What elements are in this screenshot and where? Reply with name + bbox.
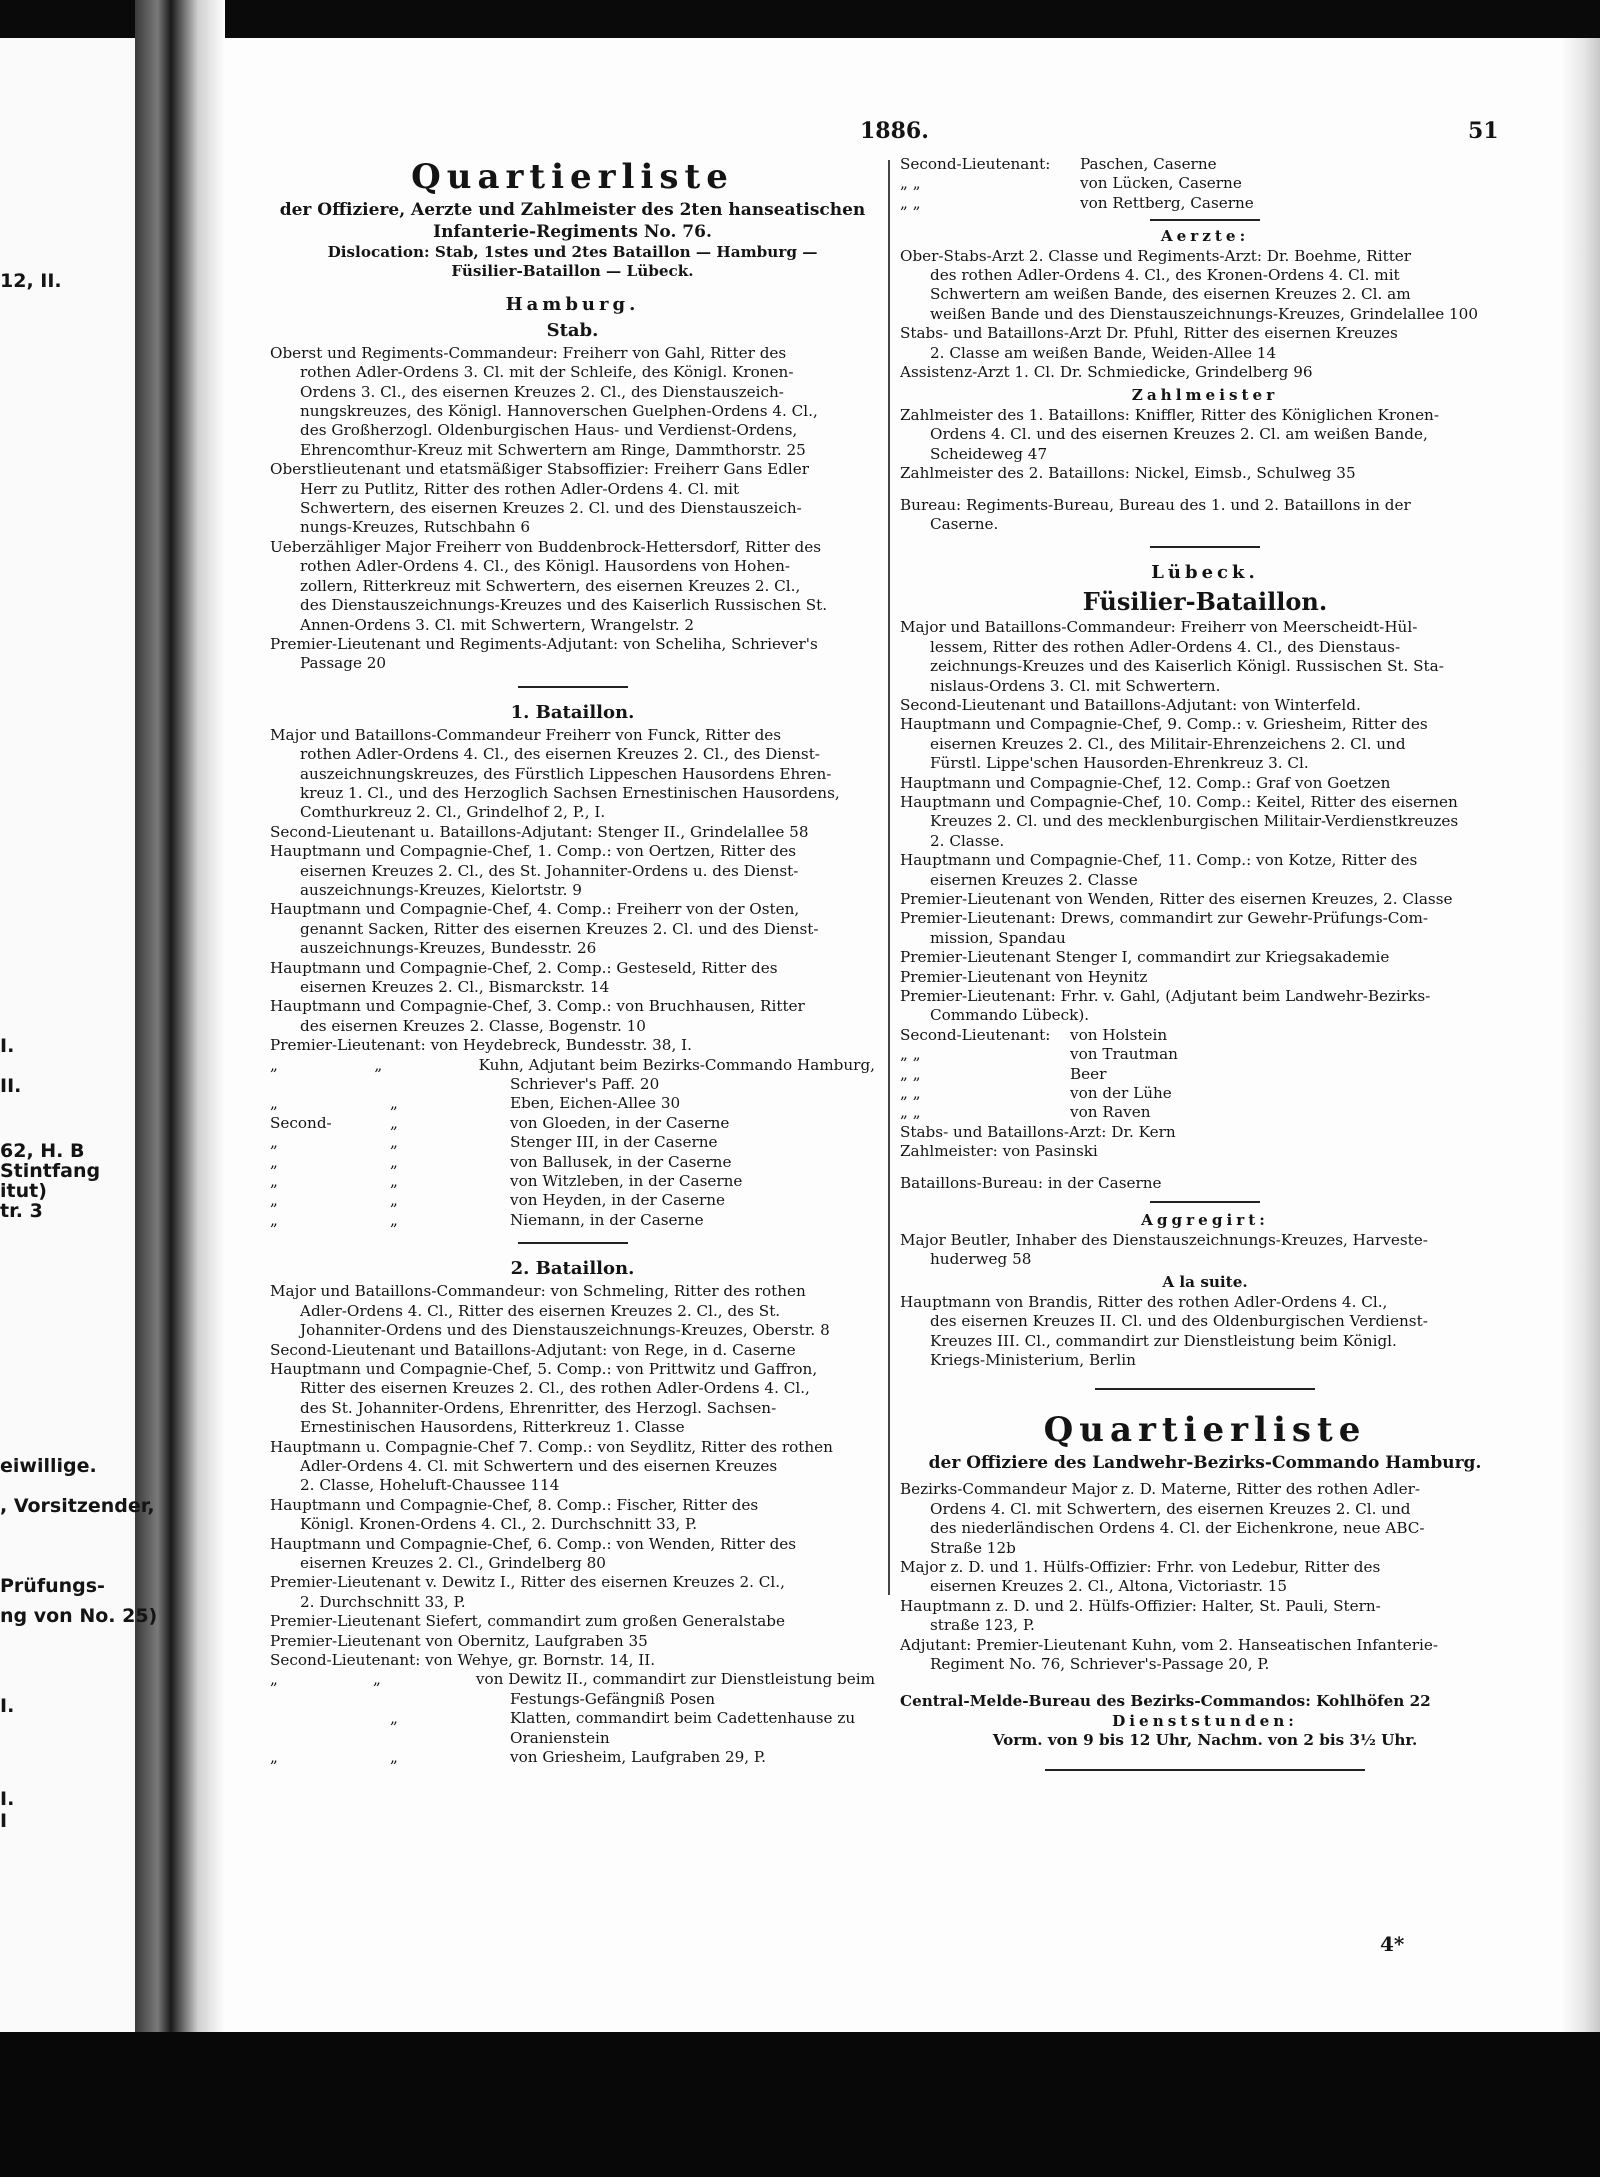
left-page-fragment: itut) (0, 1180, 47, 1202)
text-line: Comthurkreuz 2. Cl., Grindelhof 2, P., I. (300, 803, 606, 822)
text-line: Kriegs-Ministerium, Berlin (930, 1350, 1136, 1369)
officer-name: Niemann, in der Caserne (510, 1210, 704, 1229)
ditto-mark (390, 1729, 510, 1748)
text-line: Bezirks-Commandeur Major z. D. Materne, Ritter des rothen Adler- (900, 1480, 1420, 1499)
text-line: Caserne. (930, 514, 999, 533)
text-line: Adler-Ordens 4. Cl. mit Schwertern und des eisernen Kreuzes (300, 1456, 778, 1475)
ditto-mark: „ (372, 1670, 381, 1689)
year-header: 1886. (860, 118, 929, 144)
text-line: eisernen Kreuzes 2. Cl., Bismarckstr. 14 (300, 978, 610, 996)
ditto-mark: „ (390, 1210, 398, 1229)
text-line: Premier-Lieutenant: Drews, commandirt zur Gewehr-Prüfungs-Com- (900, 909, 1429, 928)
text-line: Premier-Lieutenant v. Dewitz I., Ritter des eisernen Kreuzes 2. Cl., (270, 1573, 785, 1592)
officer-name: Klatten, commandirt beim Cadettenhause zu (510, 1709, 856, 1728)
text-line: straße 123, P. (930, 1616, 1035, 1635)
list-row (900, 174, 1510, 193)
list-row (900, 1045, 1510, 1064)
page-number: 51 (1468, 118, 1499, 144)
bataillon-1-lieutenants (270, 1056, 875, 1231)
rank-label: Second- (270, 1113, 332, 1132)
column-divider (888, 160, 890, 1595)
separator-rule (1150, 546, 1260, 548)
rank-label: „ „ (900, 1045, 921, 1064)
section-heading-1-bataillon: 1. Bataillon. (510, 701, 635, 723)
text-line: Ernestinischen Hausordens, Ritterkreuz 1. Classe (300, 1418, 685, 1437)
rank-label: Second-Lieutenant: (900, 155, 1051, 173)
officer-name: Festungs-Gefängniß Posen (510, 1689, 716, 1708)
text-line: rothen Adler-Ordens 4. Cl., des eisernen Kreuzes 2. Cl., des Dienst- (300, 745, 820, 764)
city-heading: Hamburg. (505, 293, 640, 315)
rank-label: „ (270, 1172, 278, 1191)
subtitle-landwehr: der Offiziere des Landwehr-Bezirks-Commando Hamburg. (928, 1453, 1482, 1474)
text-line: Stabs- und Bataillons-Arzt: Dr. Kern (900, 1122, 1176, 1141)
text-line: Premier-Lieutenant von Obernitz, Laufgraben 35 (270, 1631, 648, 1650)
dislocation-line: Dislocation: Stab, 1stes und 2tes Bataillon — Hamburg — (327, 243, 818, 261)
text-line: zeichnungs-Kreuzes und des Kaiserlich Königl. Russischen St. Sta- (930, 657, 1444, 676)
list-row (900, 1103, 1510, 1122)
text-line: 2. Classe, Hoheluft-Chaussee 114 (300, 1476, 560, 1495)
text-line: 2. Classe am weißen Bande, Weiden-Allee 14 (930, 343, 1277, 362)
rank-label (270, 1690, 390, 1709)
list-row (270, 1094, 875, 1113)
section-heading-dienststunden: Dienststunden: (1112, 1711, 1298, 1730)
list-row (270, 1191, 875, 1210)
text-line: weißen Bande und des Dienstauszeichnungs-Kreuzes, Grindelallee 100 (930, 304, 1478, 323)
text-line: auszeichnungs-Kreuzes, Kielortstr. 9 (300, 880, 582, 899)
officer-name: von Witzleben, in der Caserne (510, 1172, 743, 1191)
officer-name: von Trautman (1070, 1045, 1178, 1064)
text-line: Adjutant: Premier-Lieutenant Kuhn, vom 2. Hanseatischen Infanterie- (900, 1635, 1439, 1654)
bataillons-bureau: Bataillons-Bureau: in der Caserne (900, 1173, 1162, 1192)
separator-rule (518, 686, 628, 688)
ditto-mark: „ (390, 1172, 398, 1191)
text-line: Königl. Kronen-Ordens 4. Cl., 2. Durchschnitt 33, P. (300, 1515, 698, 1534)
text-line: Schwertern, des eisernen Kreuzes 2. Cl. und des Dienstauszeich- (300, 499, 802, 518)
rank-label: „ „ (900, 193, 921, 212)
text-line: lessem, Ritter des rothen Adler-Ordens 4. Cl., des Dienstaus- (930, 637, 1401, 656)
text-line: Ritter des eisernen Kreuzes 2. Cl., des rothen Adler-Ordens 4. Cl., (300, 1379, 810, 1398)
text-line: Second-Lieutenant u. Bataillons-Adjutant: Stenger II., Grindelallee 58 (270, 822, 809, 841)
text-line: Assistenz-Arzt 1. Cl. Dr. Schmiedicke, Grindelberg 96 (900, 363, 1313, 382)
text-line: Johanniter-Ordens und des Dienstauszeichnungs-Kreuzes, Oberstr. 8 (300, 1321, 830, 1340)
second-lieutenant-list (900, 155, 1510, 213)
scan-border-bottom (0, 2032, 1600, 2177)
separator-rule (1150, 219, 1260, 221)
text-line: Stabs- und Bataillons-Arzt Dr. Pfuhl, Ritter des eisernen Kreuzes (900, 324, 1398, 343)
subtitle-line: Infanterie-Regiments No. 76. (433, 222, 712, 242)
officer-name: von Gloeden, in der Caserne (510, 1113, 730, 1132)
officer-name: Schriever's Paff. 20 (510, 1075, 660, 1094)
rank-label: „ (270, 1748, 278, 1767)
officer-name: Oranienstein (510, 1728, 610, 1747)
text-line: des rothen Adler-Ordens 4. Cl., des Kronen-Ordens 4. Cl. mit (930, 266, 1400, 285)
left-page-fragment: II. (0, 1075, 22, 1097)
text-line: Scheideweg 47 (930, 444, 1048, 463)
text-line: Ehrencomthur-Kreuz mit Schwertern am Ringe, Dammthorstr. 25 (300, 440, 806, 459)
text-line: nislaus-Ordens 3. Cl. mit Schwertern. (930, 676, 1221, 695)
aggregirt-entries (900, 1231, 1510, 1270)
zahlmeister-entries (900, 406, 1510, 484)
text-line: des niederländischen Ordens 4. Cl. der Eichenkrone, neue ABC- (930, 1519, 1425, 1538)
ditto-mark: „ (374, 1055, 383, 1074)
ditto-mark: „ (390, 1113, 398, 1132)
text-line: Hauptmann und Compagnie-Chef, 1. Comp.: von Oertzen, Ritter des (270, 842, 797, 861)
list-row (270, 1211, 875, 1230)
ditto-mark (390, 1075, 510, 1094)
separator-rule (518, 1242, 628, 1244)
list-row (270, 1670, 875, 1689)
left-page-fragment: I. (0, 1035, 15, 1057)
bataillon-1-entries (270, 726, 875, 1056)
officer-name: Eben, Eichen-Allee 30 (510, 1094, 681, 1113)
text-line: Adler-Ordens 4. Cl., Ritter des eisernen Kreuzes 2. Cl., des St. (300, 1301, 781, 1320)
text-line: Hauptmann und Compagnie-Chef, 10. Comp.: Keitel, Ritter des eisernen (900, 792, 1458, 811)
officer-name: Paschen, Caserne (1080, 155, 1217, 173)
officer-name: von Lücken, Caserne (1080, 174, 1242, 193)
title: Quartierliste (411, 157, 734, 197)
text-line: des eisernen Kreuzes 2. Classe, Bogenstr. 10 (300, 1016, 646, 1035)
list-row (270, 1729, 875, 1748)
text-line: Major z. D. und 1. Hülfs-Offizier: Frhr. von Ledebur, Ritter des (900, 1557, 1381, 1576)
left-page-fragment: ng von No. 25) (0, 1605, 158, 1627)
ditto-mark: „ (390, 1709, 398, 1728)
text-line: nungs-Kreuzes, Rutschbahn 6 (300, 518, 531, 537)
officer-name: von Heyden, in der Caserne (510, 1191, 726, 1210)
rank-label (270, 1729, 390, 1748)
text-line: Zahlmeister des 2. Bataillons: Nickel, Eimsb., Schulweg 35 (900, 464, 1356, 483)
text-line: Straße 12b (930, 1538, 1016, 1557)
text-line: Hauptmann und Compagnie-Chef, 4. Comp.: Freiherr von der Osten, (270, 900, 800, 919)
text-line: Hauptmann und Compagnie-Chef, 11. Comp.: von Kotze, Ritter des (900, 851, 1418, 870)
text-line: Hauptmann z. D. und 2. Hülfs-Offizier: Halter, St. Pauli, Stern- (900, 1596, 1381, 1615)
left-page-fragment: , Vorsitzender, (0, 1495, 155, 1517)
section-heading-aggregirt: Aggregirt: (1141, 1211, 1269, 1230)
text-line: Zahlmeister: von Pasinski (900, 1142, 1098, 1161)
footer-mark: 4* (1380, 1932, 1405, 1956)
text-line: Premier-Lieutenant und Regiments-Adjutant: von Scheliha, Schriever's (270, 634, 818, 653)
left-page-fragment: I (0, 1810, 8, 1832)
text-line: genannt Sacken, Ritter des eisernen Kreuzes 2. Cl. und des Dienst- (300, 919, 819, 938)
list-row (270, 1114, 875, 1133)
text-line: Fürstl. Lippe'schen Hausorden-Ehrenkreuz 3. Cl. (930, 754, 1309, 773)
ditto-mark: „ (390, 1094, 398, 1113)
text-line: Ueberzähliger Major Freiherr von Buddenbrock-Hettersdorf, Ritter des (270, 537, 822, 556)
list-row (270, 1748, 875, 1767)
text-line: Ordens 4. Cl. und des eisernen Kreuzes 2. Cl. am weißen Bande, (930, 425, 1428, 444)
ditto-mark: „ (390, 1152, 398, 1171)
text-line: kreuz 1. Cl., und des Herzoglich Sachsen Ernestinischen Hausordens, (300, 783, 840, 802)
text-line: mission, Spandau (930, 928, 1066, 947)
text-line: eisernen Kreuzes 2. Cl., des St. Johanniter-Ordens u. des Dienst- (300, 861, 799, 880)
fusilier-staff (900, 1123, 1510, 1162)
list-row (900, 1065, 1510, 1084)
separator-rule (1045, 1769, 1365, 1771)
text-line: Ordens 3. Cl., des eisernen Kreuzes 2. Cl., des Dienstauszeich- (300, 382, 784, 401)
text-line: Oberstlieutenant und etatsmäßiger Stabsoffizier: Freiherr Gans Edler (270, 460, 810, 479)
book-spine (135, 0, 225, 2032)
list-row (270, 1056, 875, 1075)
list-row (270, 1153, 875, 1172)
section-heading-a-la-suite: A la suite. (1162, 1273, 1248, 1292)
list-row (270, 1690, 875, 1709)
officer-name: von Ballusek, in der Caserne (510, 1152, 732, 1171)
text-line: Herr zu Putlitz, Ritter des rothen Adler-Ordens 4. Cl. mit (300, 479, 740, 498)
text-line: Premier-Lieutenant: Frhr. v. Gahl, (Adjutant beim Landwehr-Bezirks- (900, 987, 1431, 1006)
subtitle-line: der Offiziere, Aerzte und Zahlmeister des 2ten hanseatischen (279, 200, 866, 220)
bataillon-2-entries (270, 1282, 875, 1670)
text-line: Hauptmann und Compagnie-Chef, 5. Comp.: von Prittwitz und Gaffron, (270, 1359, 818, 1378)
text-line: Hauptmann u. Compagnie-Chef 7. Comp.: von Seydlitz, Ritter des rothen (270, 1437, 833, 1456)
fusilier-lieutenants (900, 1026, 1510, 1123)
officer-name: Stenger III, in der Caserne (510, 1133, 718, 1152)
rank-label (270, 1075, 390, 1094)
text-line: Hauptmann von Brandis, Ritter des rothen Adler-Ordens 4. Cl., (900, 1292, 1388, 1311)
text-line: huderweg 58 (930, 1249, 1032, 1268)
text-line: Passage 20 (300, 654, 387, 673)
dienststunden: Vorm. von 9 bis 12 Uhr, Nachm. von 2 bis 3½ Uhr. (992, 1731, 1418, 1750)
text-line: nungskreuzes, des Königl. Hannoverschen Guelphen-Ordens 4. Cl., (300, 402, 818, 421)
text-line: Kreuzes 2. Cl. und des mecklenburgischen Militair-Verdienstkreuzes (930, 812, 1459, 831)
scan-border-top (0, 0, 1600, 38)
separator-rule (1095, 1388, 1315, 1390)
list-row (270, 1709, 875, 1728)
officer-name: von Holstein (1070, 1025, 1168, 1044)
text-line: des eisernen Kreuzes II. Cl. und des Oldenburgischen Verdienst- (930, 1312, 1428, 1331)
text-line: Major und Bataillons-Commandeur Freiherr von Funck, Ritter des (270, 725, 782, 744)
text-line: zollern, Ritterkreuz mit Schwertern, des eisernen Kreuzes 2. Cl., (300, 576, 801, 595)
central-melde-bureau: Central-Melde-Bureau des Bezirks-Commandos: Kohlhöfen 22 (900, 1692, 1431, 1711)
officer-name: von Raven (1070, 1103, 1151, 1122)
rank-label: „ (270, 1670, 278, 1689)
text-line: Premier-Lieutenant: von Heydebreck, Bundesstr. 38, I. (270, 1036, 692, 1055)
text-line: Zahlmeister des 1. Bataillons: Kniffler, Ritter des Königlichen Kronen- (900, 405, 1439, 424)
rank-label: „ (270, 1094, 278, 1113)
section-heading-aerzte: Aerzte: (1160, 227, 1250, 246)
text-line: Hauptmann und Compagnie-Chef, 6. Comp.: von Wenden, Ritter des (270, 1534, 797, 1553)
ditto-mark: „ (390, 1191, 398, 1210)
text-line: eisernen Kreuzes 2. Classe (930, 870, 1138, 889)
text-line: Second-Lieutenant und Bataillons-Adjutant: von Rege, in d. Caserne (270, 1340, 796, 1359)
officer-name: Kuhn, Adjutant beim Bezirks-Commando Hamburg, (478, 1055, 875, 1074)
rank-label: „ „ (900, 1064, 921, 1083)
ditto-mark: „ (390, 1133, 398, 1152)
section-heading-fusilier: Füsilier-Bataillon. (1082, 587, 1328, 617)
text-line: Hauptmann und Compagnie-Chef, 9. Comp.: v. Griesheim, Ritter des (900, 715, 1428, 734)
rank-label: Second-Lieutenant: (900, 1025, 1051, 1044)
ditto-mark: „ (390, 1748, 398, 1767)
aerzte-entries (900, 247, 1510, 383)
officer-name: von Dewitz II., commandirt zur Dienstleistung beim (475, 1670, 875, 1689)
text-line: des Großherzogl. Oldenburgischen Haus- und Verdienst-Ordens, (300, 421, 798, 440)
section-heading-2-bataillon: 2. Bataillon. (510, 1258, 635, 1280)
left-page-fragment: 12, II. (0, 270, 62, 292)
rank-label (270, 1709, 390, 1728)
fusilier-entries (900, 618, 1510, 1026)
list-row (270, 1075, 875, 1094)
left-page-fragment: I. (0, 1695, 15, 1717)
text-line: Ober-Stabs-Arzt 2. Classe und Regiments-Arzt: Dr. Boehme, Ritter (900, 246, 1412, 265)
list-row (900, 1084, 1510, 1103)
text-line: Annen-Ordens 3. Cl. mit Schwertern, Wrangelstr. 2 (300, 615, 695, 634)
officer-name: von Rettberg, Caserne (1080, 193, 1254, 212)
right-column (900, 155, 1510, 1789)
text-line: eisernen Kreuzes 2. Cl., Altona, Victoriastr. 15 (930, 1577, 1288, 1596)
list-row (900, 194, 1510, 213)
text-line: Ordens 4. Cl. mit Schwertern, des eisernen Kreuzes 2. Cl. und (930, 1499, 1411, 1518)
text-line: Regiment No. 76, Schriever's-Passage 20, P. (930, 1655, 1270, 1673)
text-line: Oberst und Regiments-Commandeur: Freiherr von Gahl, Ritter des (270, 343, 787, 362)
left-column (270, 155, 875, 1767)
text-line: 2. Classe. (930, 831, 1005, 850)
text-line: rothen Adler-Ordens 3. Cl. mit der Schleife, des Königl. Kronen- (300, 363, 794, 382)
rank-label: „ „ (900, 174, 921, 193)
list-row (900, 155, 1510, 174)
text-line: eisernen Kreuzes 2. Cl., Grindelberg 80 (300, 1553, 606, 1572)
text-line: Premier-Lieutenant Stenger I, commandirt zur Kriegsakademie (900, 948, 1390, 967)
text-line: auszeichnungs-Kreuzes, Bundesstr. 26 (300, 939, 597, 958)
rank-label: „ (270, 1133, 278, 1152)
text-line: Hauptmann und Compagnie-Chef, 12. Comp.: Graf von Goetzen (900, 773, 1391, 792)
text-line: auszeichnungskreuzes, des Fürstlich Lippeschen Hausordens Ehren- (300, 764, 832, 783)
dislocation-line: Füsilier-Bataillon — Lübeck. (451, 262, 694, 281)
text-line: Hauptmann und Compagnie-Chef, 2. Comp.: Gesteseld, Ritter des (270, 958, 778, 977)
text-line: Major Beutler, Inhaber des Dienstauszeichnungs-Kreuzes, Harveste- (900, 1230, 1428, 1249)
separator-rule (1150, 1201, 1260, 1203)
text-line: Bureau: Regiments-Bureau, Bureau des 1. und 2. Bataillons in der (900, 495, 1411, 514)
text-line: Second-Lieutenant und Bataillons-Adjutant: von Winterfeld. (900, 695, 1361, 714)
text-line: des St. Johanniter-Ordens, Ehrenritter, des Herzogl. Sachsen- (300, 1398, 777, 1417)
text-line: Premier-Lieutenant von Wenden, Ritter des eisernen Kreuzes, 2. Classe (900, 890, 1453, 908)
text-line: Kreuzes III. Cl., commandirt zur Dienstleistung beim Königl. (930, 1331, 1397, 1350)
ditto-mark (390, 1690, 510, 1709)
list-row (270, 1133, 875, 1152)
left-page-fragment: Prüfungs- (0, 1575, 105, 1597)
section-heading-zahlmeister: Zahlmeister (1131, 386, 1279, 405)
left-page-fragment: Stintfang (0, 1160, 101, 1182)
officer-name: von der Lühe (1070, 1084, 1172, 1103)
landwehr-entries (900, 1480, 1510, 1674)
officer-name: Beer (1070, 1064, 1107, 1083)
text-line: 2. Durchschnitt 33, P. (300, 1592, 466, 1611)
text-line: Premier-Lieutenant von Heynitz (900, 967, 1148, 986)
right-page-edge (1560, 38, 1600, 2032)
left-page-fragment: tr. 3 (0, 1200, 43, 1222)
left-page-fragment: 62, H. B (0, 1140, 85, 1162)
text-line: Second-Lieutenant: von Wehye, gr. Bornstr. 14, II. (270, 1651, 656, 1669)
officer-name: von Griesheim, Laufgraben 29, P. (510, 1748, 766, 1767)
list-row (270, 1172, 875, 1191)
left-page-fragment: eiwillige. (0, 1455, 97, 1477)
stab-entries (270, 344, 875, 674)
text-line: Major und Bataillons-Commandeur: von Schmeling, Ritter des rothen (270, 1282, 806, 1301)
bataillon-2-lieutenants (270, 1670, 875, 1767)
bureau-entry (900, 496, 1510, 535)
text-line: rothen Adler-Ordens 4. Cl., des Königl. Hausordens von Hohen- (300, 557, 790, 576)
text-line: eisernen Kreuzes 2. Cl., des Militair-Ehrenzeichens 2. Cl. und (930, 734, 1406, 753)
title-landwehr: Quartierliste (1043, 1410, 1367, 1451)
rank-label: „ „ (900, 1103, 921, 1122)
rank-label: „ (270, 1210, 278, 1229)
text-line: Hauptmann und Compagnie-Chef, 8. Comp.: Fischer, Ritter des (270, 1495, 759, 1514)
a-la-suite-entries (900, 1293, 1510, 1371)
rank-label: „ (270, 1055, 278, 1074)
text-line: Major und Bataillons-Commandeur: Freiherr von Meerscheidt-Hül- (900, 618, 1418, 637)
city-heading-luebeck: Lübeck. (1151, 562, 1259, 584)
text-line: Schwertern am weißen Bande, des eisernen Kreuzes 2. Cl. am (930, 285, 1411, 304)
text-line: des Dienstauszeichnungs-Kreuzes und des Kaiserlich Russischen St. (300, 596, 828, 615)
text-line: Hauptmann und Compagnie-Chef, 3. Comp.: von Bruchhausen, Ritter (270, 997, 805, 1016)
left-page-fragment: I. (0, 1788, 15, 1810)
text-line: Premier-Lieutenant Siefert, commandirt zum großen Generalstabe (270, 1612, 785, 1631)
list-row (900, 1026, 1510, 1045)
rank-label: „ „ (900, 1084, 921, 1103)
section-heading-stab: Stab. (546, 319, 599, 341)
text-line: Commando Lübeck). (930, 1006, 1090, 1025)
rank-label: „ (270, 1152, 278, 1171)
rank-label: „ (270, 1191, 278, 1210)
